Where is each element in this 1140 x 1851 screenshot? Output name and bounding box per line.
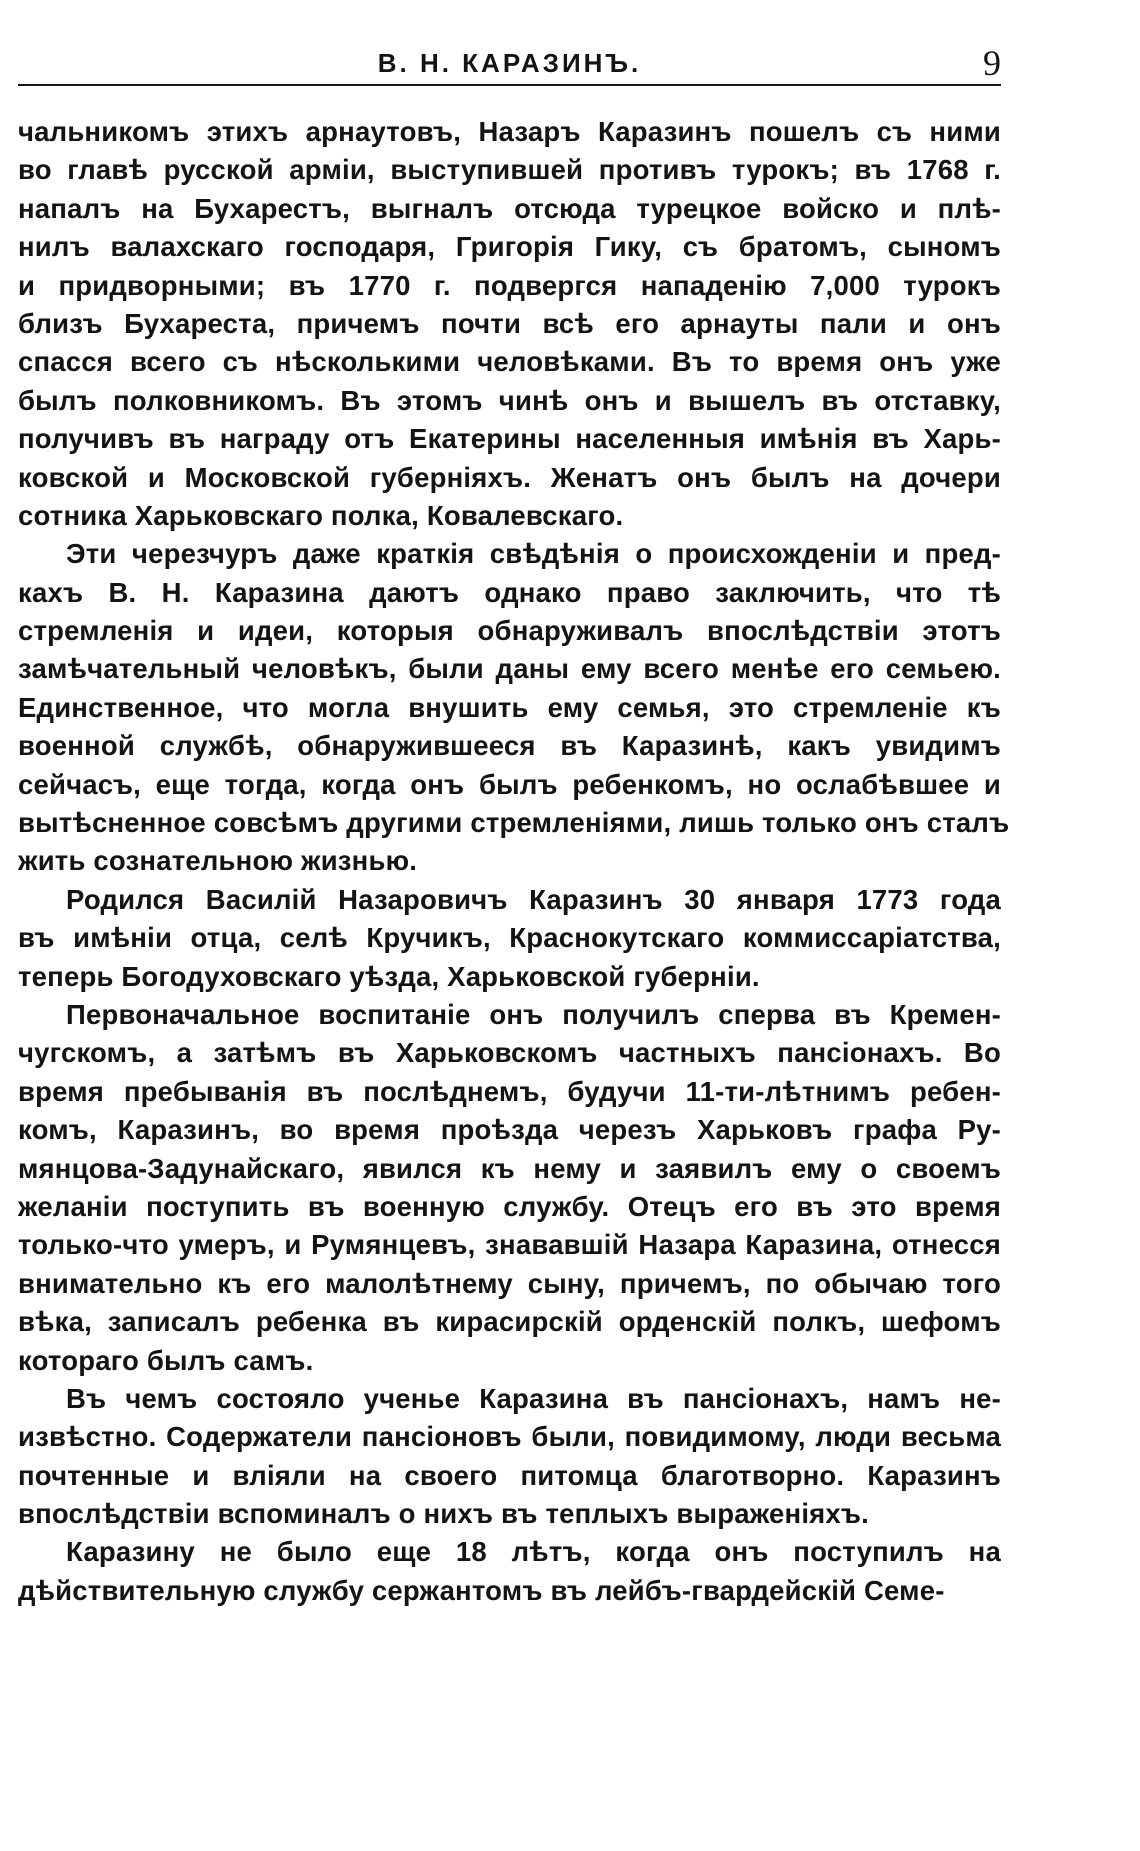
text-line: впослѣдствіи вспоминалъ о нихъ въ теплыхъ выраженіяхъ. bbox=[18, 1498, 869, 1530]
text-line: мянцова-Задунайскаго, явился къ нему и заявилъ ему о своемъ bbox=[18, 1152, 1001, 1184]
text-line: чальникомъ этихъ арнаутовъ, Назаръ Каразинъ пошелъ съ ними bbox=[18, 116, 1001, 147]
text-line: замѣчательный человѣкъ, были даны ему всего менѣе его семьею. bbox=[18, 653, 1001, 685]
text-line: былъ полковникомъ. Въ этомъ чинѣ онъ и вышелъ въ отставку, bbox=[18, 384, 1001, 416]
text-line: только-что умеръ, и Румянцевъ, знававшій Назара Каразина, отнесся bbox=[18, 1229, 1001, 1261]
text-line: жить сознательною жизнью. bbox=[18, 845, 418, 877]
text-line: Единственное, что могла внушить ему семья, это стремленіе къ bbox=[18, 691, 1001, 723]
text-line: во главѣ русской арміи, выступившей противъ турокъ; въ 1768 г. bbox=[18, 154, 1001, 186]
text-line: вѣка, записалъ ребенка въ кирасирскій орденскій полкъ, шефомъ bbox=[18, 1306, 1001, 1338]
text-line: время пребыванія въ послѣднемъ, будучи 11-ти-лѣтнимъ ребен- bbox=[18, 1075, 1001, 1107]
text-line: получивъ въ награду отъ Екатерины населенныя имѣнія въ Харь- bbox=[18, 423, 1001, 455]
text-line: комъ, Каразинъ, во время проѣзда черезъ Харьковъ графа Ру- bbox=[18, 1114, 1001, 1146]
paragraph bbox=[18, 535, 1010, 881]
book-page bbox=[18, 43, 1010, 1610]
text-line: почтенные и вліяли на своего питомца благотворно. Каразинъ bbox=[18, 1459, 1001, 1491]
paragraph bbox=[18, 113, 1001, 535]
text-line: сотника Харьковскаго полка, Ковалевскаго. bbox=[18, 499, 624, 531]
text-line: Каразину не было еще 18 лѣтъ, когда онъ поступилъ на bbox=[66, 1536, 1001, 1568]
text-line: нилъ валахскаго господаря, Григорія Гику, съ братомъ, сыномъ bbox=[18, 231, 1001, 263]
text-line: внимательно къ его малолѣтнему сыну, причемъ, по обычаю того bbox=[18, 1267, 1001, 1299]
text-line: Родился Василій Назаровичъ Каразинъ 30 января 1773 года bbox=[66, 883, 1001, 915]
text-line: сейчасъ, еще тогда, когда онъ былъ ребенкомъ, но ослабѣвшее и bbox=[18, 768, 1001, 800]
text-line: стремленія и идеи, которыя обнаруживалъ впослѣдствіи этотъ bbox=[18, 615, 1001, 647]
paragraph bbox=[18, 996, 1001, 1380]
paragraph bbox=[18, 1533, 1001, 1610]
text-line: теперь Богодуховскаго уѣзда, Харьковской губерніи. bbox=[18, 960, 760, 992]
text-line: дѣйствительную службу сержантомъ въ лейбъ-гвардейскій Семе- bbox=[18, 1574, 945, 1606]
text-line: близъ Бухареста, причемъ почти всѣ его арнауты пали и онъ bbox=[18, 307, 1001, 339]
text-line: ковской и Московской губерніяхъ. Женатъ онъ былъ на дочери bbox=[18, 461, 1001, 493]
text-line: вытѣсненное совсѣмъ другими стремленіями, лишь только онъ сталъ bbox=[18, 807, 1010, 839]
paragraph bbox=[18, 881, 1001, 996]
text-line: желаніи поступить въ военную службу. Отецъ его въ это время bbox=[18, 1190, 1001, 1222]
text-line: Эти черезчуръ даже краткія свѣдѣнія о происхожденіи и пред- bbox=[66, 538, 1001, 570]
text-line: военной службѣ, обнаружившееся въ Каразинѣ, какъ увидимъ bbox=[18, 730, 1001, 762]
text-line: Въ чемъ состояло ученье Каразина въ пансіонахъ, намъ не- bbox=[66, 1382, 1001, 1414]
page-number: 9 bbox=[983, 43, 1001, 83]
text-line: Первоначальное воспитаніе онъ получилъ сперва въ Кремен- bbox=[66, 998, 1001, 1030]
text-line: напалъ на Бухарестъ, выгналъ отсюда турецкое войско и плѣ- bbox=[18, 192, 1001, 224]
text-line: чугскомъ, а затѣмъ въ Харьковскомъ частныхъ пансіонахъ. Во bbox=[18, 1037, 1001, 1069]
running-title: В. Н. КАРАЗИНЪ. bbox=[377, 48, 642, 78]
text-line: котораго былъ самъ. bbox=[18, 1344, 314, 1376]
running-head bbox=[18, 44, 1001, 86]
text-line: въ имѣніи отца, селѣ Кручикъ, Краснокутскаго коммиссаріатства, bbox=[18, 922, 1001, 954]
body-text bbox=[18, 113, 1010, 1610]
text-line: извѣстно. Содержатели пансіоновъ были, повидимому, люди весьма bbox=[18, 1421, 1001, 1453]
text-line: и придворными; въ 1770 г. подвергся нападенію 7,000 турокъ bbox=[18, 269, 1001, 301]
paragraph bbox=[18, 1380, 1001, 1534]
text-line: кахъ В. Н. Каразина даютъ однако право заключить, что тѣ bbox=[18, 576, 1001, 608]
text-line: спасся всего съ нѣсколькими человѣками. Въ то время онъ уже bbox=[18, 346, 1001, 378]
